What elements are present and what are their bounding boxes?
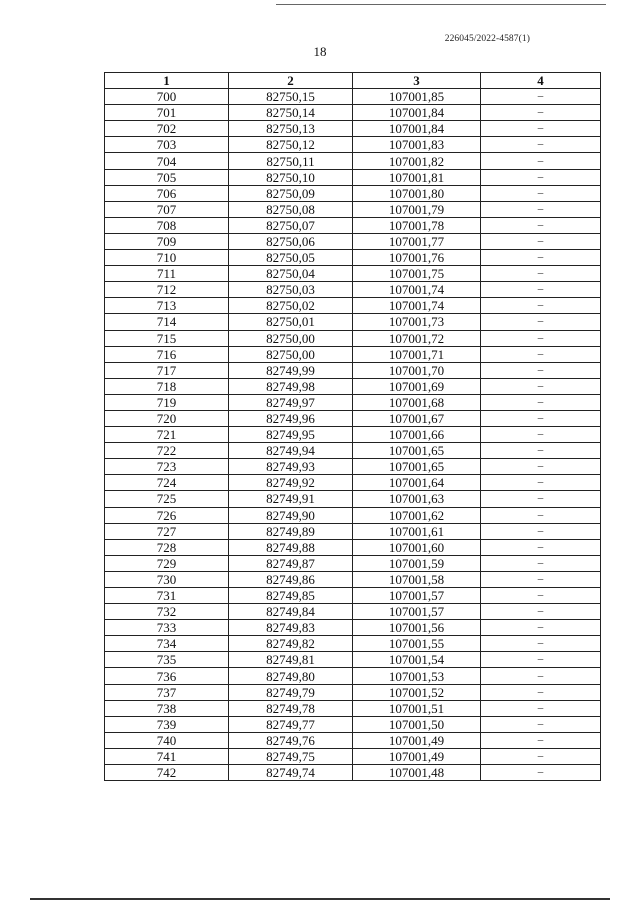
x-coordinate-cell: 82749,83	[229, 620, 353, 636]
point-number-cell: 740	[105, 732, 229, 748]
table-row	[105, 604, 601, 620]
table-row	[105, 169, 601, 185]
point-number-cell: 733	[105, 620, 229, 636]
note-cell: –	[481, 555, 601, 571]
y-coordinate-cell: 107001,62	[353, 507, 481, 523]
point-number-cell: 718	[105, 378, 229, 394]
point-number-cell: 710	[105, 250, 229, 266]
note-cell: –	[481, 588, 601, 604]
bottom-rule	[30, 898, 610, 900]
note-cell: –	[481, 314, 601, 330]
point-number-cell: 738	[105, 700, 229, 716]
x-coordinate-cell: 82749,97	[229, 394, 353, 410]
y-coordinate-cell: 107001,70	[353, 362, 481, 378]
table-row	[105, 330, 601, 346]
x-coordinate-cell: 82749,84	[229, 604, 353, 620]
table-row	[105, 89, 601, 105]
note-cell: –	[481, 604, 601, 620]
y-coordinate-cell: 107001,84	[353, 105, 481, 121]
point-number-cell: 732	[105, 604, 229, 620]
table-row	[105, 233, 601, 249]
x-coordinate-cell: 82750,05	[229, 250, 353, 266]
x-coordinate-cell: 82749,88	[229, 539, 353, 555]
x-coordinate-cell: 82749,79	[229, 684, 353, 700]
point-number-cell: 717	[105, 362, 229, 378]
note-cell: –	[481, 636, 601, 652]
x-coordinate-cell: 82749,92	[229, 475, 353, 491]
y-coordinate-cell: 107001,63	[353, 491, 481, 507]
point-number-cell: 725	[105, 491, 229, 507]
note-cell: –	[481, 298, 601, 314]
y-coordinate-cell: 107001,82	[353, 153, 481, 169]
note-cell: –	[481, 233, 601, 249]
x-coordinate-cell: 82750,09	[229, 185, 353, 201]
x-coordinate-cell: 82750,06	[229, 233, 353, 249]
x-coordinate-cell: 82749,94	[229, 443, 353, 459]
note-cell: –	[481, 410, 601, 426]
y-coordinate-cell: 107001,59	[353, 555, 481, 571]
table-row	[105, 266, 601, 282]
table-row	[105, 298, 601, 314]
note-cell: –	[481, 684, 601, 700]
note-cell: –	[481, 362, 601, 378]
point-number-cell: 711	[105, 266, 229, 282]
point-number-cell: 720	[105, 410, 229, 426]
y-coordinate-cell: 107001,58	[353, 571, 481, 587]
y-coordinate-cell: 107001,74	[353, 298, 481, 314]
column-header-2: 2	[229, 73, 353, 89]
table-row	[105, 555, 601, 571]
point-number-cell: 701	[105, 105, 229, 121]
y-coordinate-cell: 107001,53	[353, 668, 481, 684]
y-coordinate-cell: 107001,64	[353, 475, 481, 491]
note-cell: –	[481, 491, 601, 507]
table-row	[105, 765, 601, 781]
y-coordinate-cell: 107001,65	[353, 459, 481, 475]
y-coordinate-cell: 107001,67	[353, 410, 481, 426]
table-row	[105, 153, 601, 169]
point-number-cell: 700	[105, 89, 229, 105]
y-coordinate-cell: 107001,65	[353, 443, 481, 459]
x-coordinate-cell: 82750,04	[229, 266, 353, 282]
note-cell: –	[481, 523, 601, 539]
table-row	[105, 668, 601, 684]
note-cell: –	[481, 330, 601, 346]
page-number: 18	[313, 44, 327, 59]
table-row	[105, 700, 601, 716]
y-coordinate-cell: 107001,48	[353, 765, 481, 781]
y-coordinate-cell: 107001,57	[353, 604, 481, 620]
table-row	[105, 201, 601, 217]
y-coordinate-cell: 107001,54	[353, 652, 481, 668]
point-number-cell: 734	[105, 636, 229, 652]
table-row	[105, 250, 601, 266]
table-row	[105, 491, 601, 507]
table-row	[105, 716, 601, 732]
x-coordinate-cell: 82749,86	[229, 571, 353, 587]
table-row	[105, 475, 601, 491]
point-number-cell: 712	[105, 282, 229, 298]
note-cell: –	[481, 765, 601, 781]
y-coordinate-cell: 107001,52	[353, 684, 481, 700]
y-coordinate-cell: 107001,85	[353, 89, 481, 105]
y-coordinate-cell: 107001,79	[353, 201, 481, 217]
note-cell: –	[481, 652, 601, 668]
top-rule	[276, 4, 606, 5]
table-row	[105, 427, 601, 443]
x-coordinate-cell: 82749,76	[229, 732, 353, 748]
column-header-1: 1	[105, 73, 229, 89]
table-row	[105, 410, 601, 426]
note-cell: –	[481, 459, 601, 475]
x-coordinate-cell: 82749,90	[229, 507, 353, 523]
point-number-cell: 722	[105, 443, 229, 459]
x-coordinate-cell: 82749,78	[229, 700, 353, 716]
y-coordinate-cell: 107001,50	[353, 716, 481, 732]
note-cell: –	[481, 346, 601, 362]
table-row	[105, 137, 601, 153]
note-cell: –	[481, 732, 601, 748]
x-coordinate-cell: 82750,07	[229, 217, 353, 233]
x-coordinate-cell: 82749,96	[229, 410, 353, 426]
y-coordinate-cell: 107001,77	[353, 233, 481, 249]
table-body	[105, 89, 601, 781]
table-row	[105, 748, 601, 764]
point-number-cell: 729	[105, 555, 229, 571]
table-row	[105, 105, 601, 121]
point-number-cell: 730	[105, 571, 229, 587]
x-coordinate-cell: 82750,14	[229, 105, 353, 121]
point-number-cell: 702	[105, 121, 229, 137]
table-row	[105, 394, 601, 410]
y-coordinate-cell: 107001,78	[353, 217, 481, 233]
table-row	[105, 282, 601, 298]
point-number-cell: 708	[105, 217, 229, 233]
y-coordinate-cell: 107001,57	[353, 588, 481, 604]
y-coordinate-cell: 107001,83	[353, 137, 481, 153]
table-row	[105, 314, 601, 330]
note-cell: –	[481, 137, 601, 153]
note-cell: –	[481, 250, 601, 266]
x-coordinate-cell: 82750,10	[229, 169, 353, 185]
point-number-cell: 705	[105, 169, 229, 185]
table-row	[105, 185, 601, 201]
note-cell: –	[481, 185, 601, 201]
x-coordinate-cell: 82749,81	[229, 652, 353, 668]
x-coordinate-cell: 82749,87	[229, 555, 353, 571]
x-coordinate-cell: 82749,95	[229, 427, 353, 443]
table-row	[105, 443, 601, 459]
y-coordinate-cell: 107001,71	[353, 346, 481, 362]
point-number-cell: 707	[105, 201, 229, 217]
note-cell: –	[481, 169, 601, 185]
y-coordinate-cell: 107001,84	[353, 121, 481, 137]
point-number-cell: 737	[105, 684, 229, 700]
x-coordinate-cell: 82750,03	[229, 282, 353, 298]
point-number-cell: 726	[105, 507, 229, 523]
table-row	[105, 346, 601, 362]
table-row	[105, 362, 601, 378]
x-coordinate-cell: 82750,15	[229, 89, 353, 105]
point-number-cell: 704	[105, 153, 229, 169]
x-coordinate-cell: 82750,13	[229, 121, 353, 137]
note-cell: –	[481, 266, 601, 282]
x-coordinate-cell: 82750,02	[229, 298, 353, 314]
y-coordinate-cell: 107001,72	[353, 330, 481, 346]
table-row	[105, 684, 601, 700]
point-number-cell: 706	[105, 185, 229, 201]
point-number-cell: 728	[105, 539, 229, 555]
y-coordinate-cell: 107001,56	[353, 620, 481, 636]
x-coordinate-cell: 82749,93	[229, 459, 353, 475]
note-cell: –	[481, 571, 601, 587]
note-cell: –	[481, 121, 601, 137]
column-header-3: 3	[353, 73, 481, 89]
point-number-cell: 727	[105, 523, 229, 539]
point-number-cell: 703	[105, 137, 229, 153]
note-cell: –	[481, 507, 601, 523]
point-number-cell: 742	[105, 765, 229, 781]
note-cell: –	[481, 153, 601, 169]
header-row	[105, 73, 601, 89]
y-coordinate-cell: 107001,69	[353, 378, 481, 394]
point-number-cell: 714	[105, 314, 229, 330]
point-number-cell: 709	[105, 233, 229, 249]
point-number-cell: 715	[105, 330, 229, 346]
x-coordinate-cell: 82749,98	[229, 378, 353, 394]
point-number-cell: 739	[105, 716, 229, 732]
table-row	[105, 459, 601, 475]
table-row	[105, 523, 601, 539]
table-row	[105, 121, 601, 137]
coordinates-table	[104, 72, 601, 781]
y-coordinate-cell: 107001,51	[353, 700, 481, 716]
x-coordinate-cell: 82749,80	[229, 668, 353, 684]
x-coordinate-cell: 82749,85	[229, 588, 353, 604]
point-number-cell: 736	[105, 668, 229, 684]
y-coordinate-cell: 107001,66	[353, 427, 481, 443]
y-coordinate-cell: 107001,49	[353, 748, 481, 764]
table-row	[105, 588, 601, 604]
x-coordinate-cell: 82749,77	[229, 716, 353, 732]
x-coordinate-cell: 82750,00	[229, 346, 353, 362]
note-cell: –	[481, 475, 601, 491]
x-coordinate-cell: 82749,82	[229, 636, 353, 652]
y-coordinate-cell: 107001,60	[353, 539, 481, 555]
note-cell: –	[481, 394, 601, 410]
note-cell: –	[481, 668, 601, 684]
x-coordinate-cell: 82750,08	[229, 201, 353, 217]
point-number-cell: 719	[105, 394, 229, 410]
x-coordinate-cell: 82749,99	[229, 362, 353, 378]
y-coordinate-cell: 107001,73	[353, 314, 481, 330]
table-row	[105, 378, 601, 394]
note-cell: –	[481, 427, 601, 443]
y-coordinate-cell: 107001,68	[353, 394, 481, 410]
x-coordinate-cell: 82749,91	[229, 491, 353, 507]
point-number-cell: 741	[105, 748, 229, 764]
table-row	[105, 636, 601, 652]
table-row	[105, 539, 601, 555]
point-number-cell: 713	[105, 298, 229, 314]
table-row	[105, 571, 601, 587]
table-row	[105, 652, 601, 668]
note-cell: –	[481, 282, 601, 298]
column-header-4: 4	[481, 73, 601, 89]
y-coordinate-cell: 107001,55	[353, 636, 481, 652]
y-coordinate-cell: 107001,61	[353, 523, 481, 539]
y-coordinate-cell: 107001,74	[353, 282, 481, 298]
point-number-cell: 731	[105, 588, 229, 604]
note-cell: –	[481, 539, 601, 555]
note-cell: –	[481, 105, 601, 121]
table-row	[105, 217, 601, 233]
point-number-cell: 724	[105, 475, 229, 491]
y-coordinate-cell: 107001,80	[353, 185, 481, 201]
x-coordinate-cell: 82749,74	[229, 765, 353, 781]
y-coordinate-cell: 107001,76	[353, 250, 481, 266]
table-header	[105, 73, 601, 89]
x-coordinate-cell: 82750,12	[229, 137, 353, 153]
point-number-cell: 721	[105, 427, 229, 443]
table-row	[105, 620, 601, 636]
point-number-cell: 723	[105, 459, 229, 475]
note-cell: –	[481, 89, 601, 105]
note-cell: –	[481, 620, 601, 636]
document-id: 226045/2022-4587(1)	[444, 34, 530, 44]
note-cell: –	[481, 217, 601, 233]
point-number-cell: 735	[105, 652, 229, 668]
x-coordinate-cell: 82750,00	[229, 330, 353, 346]
y-coordinate-cell: 107001,75	[353, 266, 481, 282]
note-cell: –	[481, 443, 601, 459]
note-cell: –	[481, 748, 601, 764]
note-cell: –	[481, 700, 601, 716]
x-coordinate-cell: 82749,89	[229, 523, 353, 539]
table-row	[105, 732, 601, 748]
note-cell: –	[481, 201, 601, 217]
x-coordinate-cell: 82750,11	[229, 153, 353, 169]
x-coordinate-cell: 82749,75	[229, 748, 353, 764]
note-cell: –	[481, 378, 601, 394]
point-number-cell: 716	[105, 346, 229, 362]
y-coordinate-cell: 107001,81	[353, 169, 481, 185]
table-row	[105, 507, 601, 523]
y-coordinate-cell: 107001,49	[353, 732, 481, 748]
note-cell: –	[481, 716, 601, 732]
x-coordinate-cell: 82750,01	[229, 314, 353, 330]
